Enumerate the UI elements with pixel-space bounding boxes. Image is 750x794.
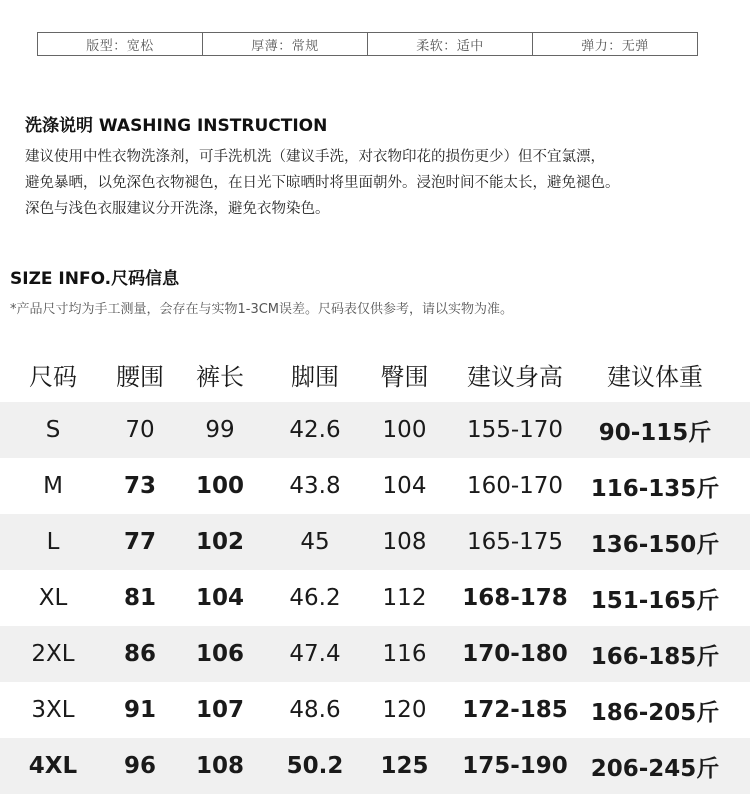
cell-length: 102 xyxy=(195,529,244,555)
cell-waist: 73 xyxy=(123,473,156,499)
cell-hip: 108 xyxy=(382,529,427,555)
cell-height: 172-185 xyxy=(462,697,568,723)
cell-size: L xyxy=(46,529,60,555)
cell-weight: 206-245斤 xyxy=(590,755,720,782)
cell-waist: 96 xyxy=(123,753,156,779)
product-attributes xyxy=(37,32,698,56)
cell-weight: 90-115斤 xyxy=(598,419,712,446)
cell-weight: 136-150斤 xyxy=(590,531,720,558)
cell-weight: 116-135斤 xyxy=(590,475,720,502)
attribute-softness: 柔软：适中 xyxy=(368,33,533,55)
table-row xyxy=(0,682,750,738)
cell-hip: 120 xyxy=(382,697,427,723)
cell-height: 165-175 xyxy=(466,529,564,555)
header-hip: 臀围 xyxy=(380,362,429,391)
cell-hip: 104 xyxy=(382,473,427,499)
cell-hip: 125 xyxy=(380,753,429,779)
cell-length: 99 xyxy=(205,417,235,443)
cell-size: S xyxy=(45,417,61,443)
washing-line: 建议使用中性衣物洗涤剂，可手洗机洗（建议手洗，对衣物印花的损伤更少）但不宜氯漂， xyxy=(25,149,605,165)
size-table xyxy=(0,346,750,794)
cell-waist: 91 xyxy=(123,697,156,723)
cell-hip: 116 xyxy=(382,641,427,667)
cell-size: XL xyxy=(38,585,68,611)
header-height: 建议身高 xyxy=(467,362,563,391)
washing-title: 洗涤说明 WASHING INSTRUCTION xyxy=(25,116,328,136)
cell-hip: 100 xyxy=(382,417,427,443)
cell-size: M xyxy=(43,473,63,499)
table-row xyxy=(0,458,750,514)
cell-height: 155-170 xyxy=(466,417,564,443)
cell-leg-opening: 45 xyxy=(300,529,330,555)
cell-size: 4XL xyxy=(28,753,78,779)
table-row xyxy=(0,626,750,682)
header-length: 裤长 xyxy=(196,362,244,391)
cell-waist: 70 xyxy=(125,417,155,443)
cell-height: 160-170 xyxy=(466,473,564,499)
cell-leg-opening: 43.8 xyxy=(289,473,341,499)
attribute-elasticity: 弹力：无弹 xyxy=(581,38,649,54)
cell-length: 107 xyxy=(195,697,244,723)
cell-length: 104 xyxy=(195,585,244,611)
cell-weight: 151-165斤 xyxy=(590,587,720,614)
table-row xyxy=(0,402,750,458)
cell-leg-opening: 42.6 xyxy=(289,417,341,443)
cell-size: 2XL xyxy=(31,641,75,667)
header-size: 尺码 xyxy=(29,362,77,391)
cell-waist: 81 xyxy=(123,585,156,611)
cell-hip: 112 xyxy=(382,585,427,611)
cell-size: 3XL xyxy=(31,697,75,723)
cell-length: 100 xyxy=(195,473,244,499)
cell-height: 170-180 xyxy=(462,641,568,667)
cell-height: 168-178 xyxy=(462,585,568,611)
washing-instructions xyxy=(25,144,725,222)
cell-weight: 166-185斤 xyxy=(590,643,720,670)
cell-leg-opening: 46.2 xyxy=(289,585,341,611)
cell-waist: 77 xyxy=(123,529,156,555)
cell-height: 175-190 xyxy=(462,753,568,779)
attribute-thickness: 厚薄：常规 xyxy=(203,33,368,55)
washing-line: 避免暴晒，以免深色衣物褪色，在日光下晾晒时将里面朝外。浸泡时间不能太长，避免褪色。 xyxy=(25,175,620,191)
cell-waist: 86 xyxy=(123,641,156,667)
attribute-fit: 版型：宽松 xyxy=(38,33,203,55)
cell-length: 108 xyxy=(195,753,244,779)
cell-length: 106 xyxy=(195,641,244,667)
cell-leg-opening: 48.6 xyxy=(289,697,341,723)
size-info-title: SIZE INFO.尺码信息 xyxy=(10,269,180,289)
header-leg-opening: 脚围 xyxy=(291,362,339,391)
washing-line: 深色与浅色衣服建议分开洗涤，避免衣物染色。 xyxy=(25,201,330,217)
cell-leg-opening: 47.4 xyxy=(289,641,341,667)
header-weight: 建议体重 xyxy=(607,362,703,391)
size-info-note: *产品尺寸均为手工测量，会存在与实物1-3CM误差。尺码表仅供参考，请以实物为准。 xyxy=(10,302,514,317)
table-row xyxy=(0,514,750,570)
header-waist: 腰围 xyxy=(116,362,164,391)
table-row xyxy=(0,570,750,626)
cell-leg-opening: 50.2 xyxy=(286,753,344,779)
table-row xyxy=(0,738,750,794)
table-header-row xyxy=(0,346,750,402)
cell-weight: 186-205斤 xyxy=(590,699,720,726)
